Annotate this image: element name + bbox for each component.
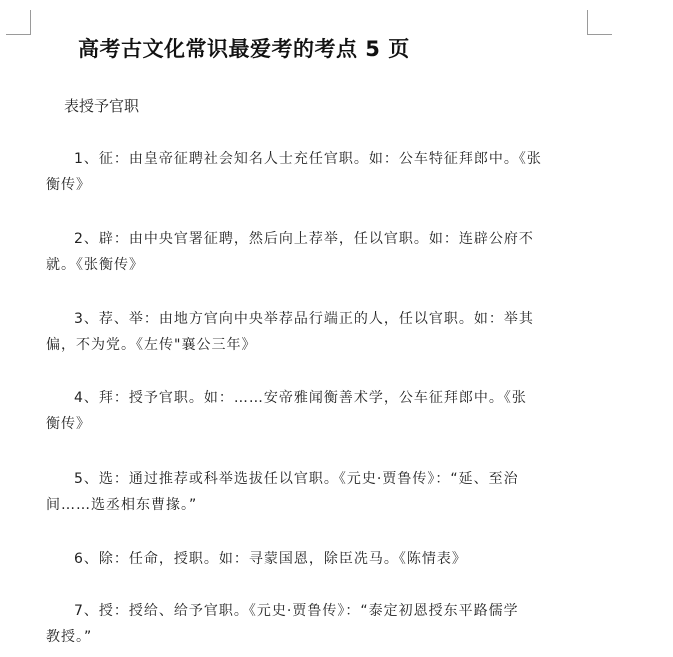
- document-title: 高考古文化常识最爱考的考点 5 页: [78, 37, 410, 61]
- list-item: [46, 226, 586, 278]
- list-item: [46, 546, 586, 572]
- list-item-line-2: 间……选丞相东曹掾。”: [46, 497, 198, 513]
- list-item-line-1: 7、授：授给、给予官职。《元史·贾鲁传》：“泰定初恩授东平路儒学: [74, 603, 519, 619]
- list-item-line-1: 3、荐、举：由地方官向中央举荐品行端正的人，任以官职。如：举其: [74, 311, 534, 327]
- list-item-line-1: 4、拜：授予官职。如：……安帝雅闻衡善术学，公车征拜郎中。《张: [74, 390, 527, 406]
- list-item: [46, 385, 586, 437]
- list-item-line-2: 衡传》: [46, 416, 91, 432]
- list-item-line-2: 偏，不为党。《左传"襄公三年》: [46, 337, 257, 353]
- list-item: [46, 146, 586, 198]
- list-item: [46, 466, 586, 518]
- list-item-line-2: 教授。”: [46, 629, 93, 645]
- section-heading: 表授予官职: [64, 97, 140, 115]
- list-item-line-2: 衡传》: [46, 177, 91, 193]
- list-item-line-1: 1、征：由皇帝征聘社会知名人士充任官职。如：公车特征拜郎中。《张: [74, 151, 542, 167]
- crop-mark-left: [6, 10, 31, 35]
- list-item: [46, 598, 586, 650]
- crop-mark-right: [587, 10, 612, 35]
- list-item-line-1: 6、除：任命，授职。如：寻蒙国恩，除臣冼马。《陈情表》: [74, 551, 467, 567]
- list-item: [46, 306, 586, 358]
- list-item-line-1: 5、选：通过推荐或科举选拔任以官职。《元史·贾鲁传》：“延、至治: [74, 471, 519, 487]
- list-item-line-1: 2、辟：由中央官署征聘，然后向上荐举，任以官职。如：连辟公府不: [74, 231, 534, 247]
- list-item-line-2: 就。《张衡传》: [46, 257, 144, 273]
